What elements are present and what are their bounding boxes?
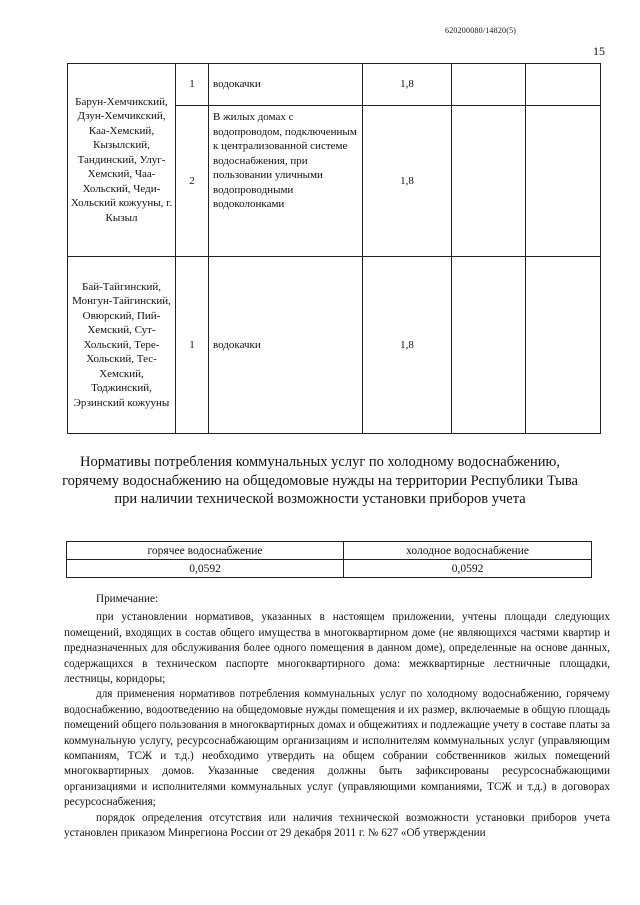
districts-cell: Барун-Хемчикский, Дзун-Хемчикский, Каа-Хемский, Кызылский, Тандинский, Улуг-Хемский, Чаа-Хольский, Чеди-Хольский кожууны, г. Кызыл [68, 64, 176, 257]
note-paragraph: при установлении нормативов, указанных в настоящем приложении, учтены площади следующих помещений, входящих в состав общего имущества в многоквартирном доме (не являющихся частями квартир и предназначенных для обслуживания более одного помещения в данном доме), определенные на основе данных, содержащихся в техническом паспорте многоквартирного дома: межквартирные лестничные площадки, лестницы, коридоры; [64, 611, 610, 686]
norms-table-continued [67, 63, 601, 434]
description-cell: В жилых домах с водопроводом, подключенным к централизованной системе водоснабжения, при пользовании уличными водопроводными водоколонками [209, 106, 363, 257]
districts-cell: Бай-Тайгинский, Монгун-Тайгинский, Овюрский, Пий-Хемский, Сут-Хольский, Тере-Хольский, Тес-Хемский, Тоджинский, Эрзинский кожууны [68, 257, 176, 434]
note-paragraph: порядок определения отсутствия или наличия технической возможности установки приборов учета установлен приказом Минрегиона России от 29 декабря 2011 г. № 627 «Об утверждении [64, 811, 610, 840]
notes-section [64, 592, 610, 842]
empty-cell [526, 106, 601, 257]
hot-water-value: 0,0592 [67, 560, 344, 578]
empty-cell [526, 64, 601, 106]
page-number: 15 [593, 44, 605, 58]
table-header-row [67, 542, 592, 560]
norms-values-table [66, 541, 592, 578]
cold-water-value: 0,0592 [344, 560, 592, 578]
section-title: Нормативы потребления коммунальных услуг по холодному водоснабжению, горячему водоснабжению на общедомовые нужды на территории Республики Тыва при наличии технической возможности установки приборов учета [62, 454, 578, 507]
empty-cell [452, 106, 526, 257]
row-number-cell: 2 [176, 106, 209, 257]
row-number-cell: 1 [176, 64, 209, 106]
column-header-hot-water: горячее водоснабжение [67, 542, 344, 560]
description-cell: водокачки [209, 257, 363, 434]
document-code: 620200080/14820(5) [445, 26, 517, 35]
empty-cell [526, 257, 601, 434]
notes-title: Примечание: [96, 593, 159, 605]
table-row [67, 560, 592, 578]
value-cell: 1,8 [363, 257, 452, 434]
value-cell: 1,8 [363, 64, 452, 106]
value-cell: 1,8 [363, 106, 452, 257]
table-row [68, 64, 601, 106]
column-header-cold-water: холодное водоснабжение [344, 542, 592, 560]
empty-cell [452, 64, 526, 106]
empty-cell [452, 257, 526, 434]
note-paragraph: для применения нормативов потребления коммунальных услуг по холодному водоснабжению, горячему водоснабжению, водоотведению на общедомовые нужды помещения и их размер, включаемые в общую площадь помещений общего пользования в многоквартирных домах и общежитиях и подлежащие учету в составе платы за коммунальную услугу, ресурсоснабжающим организациям и исполнителям коммунальных услуг (управляющим компаниям, ТСЖ и т.д.) необходимо утвердить на общем собрании собственников жилых помещений многоквартирных домов. Указанные сведения должны быть зафиксированы ресурсоснабжающими организациями и исполнителями коммунальных услуг (управляющими компаниями, ТСЖ и т.д.) в договорах ресурсоснабжения; [64, 688, 610, 809]
description-cell: водокачки [209, 64, 363, 106]
row-number-cell: 1 [176, 257, 209, 434]
table-row [68, 257, 601, 434]
